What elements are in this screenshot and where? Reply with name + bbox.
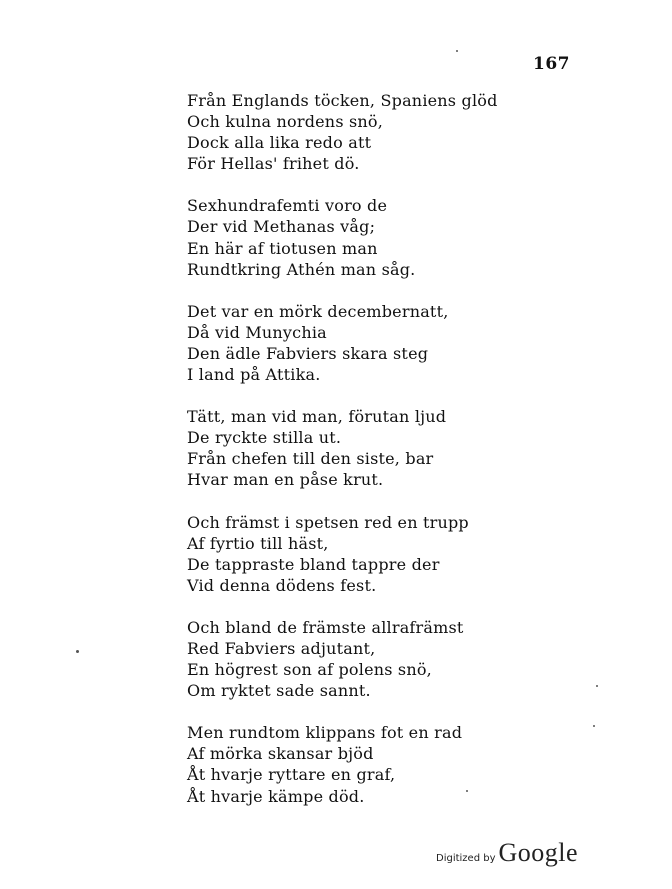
poem-line: För Hellas' frihet dö.: [187, 154, 360, 174]
poem-line: Och bland de främste allrafrämst: [187, 617, 464, 637]
digitized-by-watermark: [436, 838, 578, 868]
poem-line: Tätt, man vid man, förutan ljud: [187, 407, 447, 427]
poem-line: Rundtkring Athén man såg.: [187, 259, 416, 279]
stanza: [187, 406, 527, 490]
poem-line: Åt hvarje ryttare en graf,: [187, 765, 396, 785]
poem-line: Af mörka skansar bjöd: [187, 744, 374, 764]
stanza: [187, 512, 527, 596]
poem-line: Dock alla lika redo att: [187, 133, 372, 153]
watermark-prefix: Digitized by: [436, 853, 496, 864]
poem-line: Der vid Methanas våg;: [187, 217, 376, 237]
poem-line: Men rundtom klippans fot en rad: [187, 723, 463, 743]
stanza: [187, 722, 527, 806]
poem-line: Från Englands töcken, Spaniens glöd: [187, 91, 498, 110]
poem-line: Vid denna dödens fest.: [187, 575, 377, 595]
scan-speck: [76, 650, 79, 653]
stanza: [187, 195, 527, 279]
poem-line: En högrest son af polens snö,: [187, 660, 432, 680]
scan-speck: [593, 725, 595, 727]
poem: [187, 90, 527, 828]
scan-speck: [596, 685, 598, 687]
poem-line: Det var en mörk decembernatt,: [187, 301, 449, 321]
poem-line: Och främst i spetsen red en trupp: [187, 512, 469, 532]
poem-line: Den ädle Fabviers skara steg: [187, 343, 429, 363]
poem-line: I land på Attika.: [187, 365, 321, 385]
poem-line: De ryckte stilla ut.: [187, 428, 342, 448]
scan-speck: [456, 50, 458, 52]
google-logo: Google: [498, 838, 579, 867]
poem-line: Om ryktet sade sannt.: [187, 681, 371, 701]
poem-line: Från chefen till den siste, bar: [187, 449, 434, 469]
poem-line: Åt hvarje kämpe död.: [187, 786, 365, 806]
poem-line: De tappraste bland tappre der: [187, 554, 440, 574]
poem-line: Af fyrtio till häst,: [187, 533, 329, 553]
poem-line: En här af tiotusen man: [187, 238, 378, 258]
page-number: 167: [533, 54, 570, 74]
poem-line: Sexhundrafemti voro de: [187, 196, 388, 216]
stanza: [187, 90, 527, 174]
poem-line: Hvar man en påse krut.: [187, 470, 384, 490]
stanza: [187, 617, 527, 701]
poem-line: Då vid Munychia: [187, 322, 327, 342]
stanza: [187, 301, 527, 385]
poem-line: Red Fabviers adjutant,: [187, 638, 376, 658]
scan-speck: [466, 790, 468, 792]
poem-line: Och kulna nordens snö,: [187, 112, 384, 132]
